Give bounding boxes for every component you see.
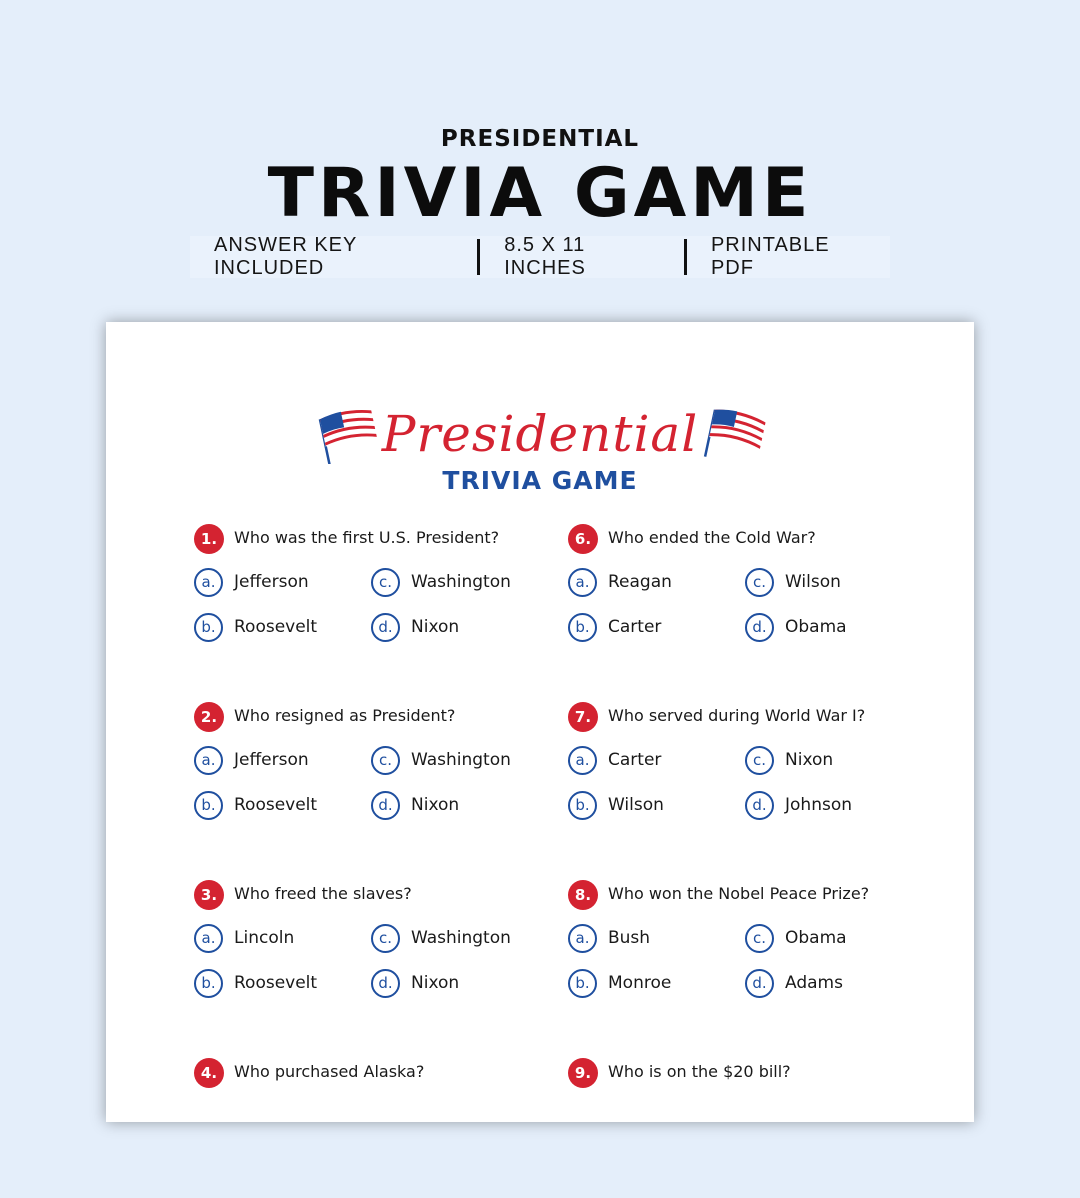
- option-letter: d.: [745, 613, 774, 642]
- question-block: [568, 880, 928, 1020]
- option-text: Roosevelt: [234, 973, 318, 993]
- question-number: 1.: [194, 524, 224, 554]
- option-text: Nixon: [785, 750, 834, 770]
- question-block: [568, 524, 928, 664]
- option-letter: b.: [194, 969, 223, 998]
- answer-option: [568, 969, 738, 999]
- option-letter: d.: [371, 791, 400, 820]
- answer-option: [194, 969, 364, 999]
- question-block: [568, 1058, 928, 1198]
- question-text: Who purchased Alaska?: [234, 1062, 425, 1081]
- option-text: Roosevelt: [234, 795, 318, 815]
- option-text: Jefferson: [234, 572, 309, 592]
- option-text: Adams: [785, 973, 843, 993]
- option-text: Nixon: [411, 795, 460, 815]
- answer-option: [371, 791, 541, 821]
- option-letter: a.: [194, 924, 223, 953]
- question-block: [194, 1058, 554, 1198]
- question-number: 3.: [194, 880, 224, 910]
- answer-option: [371, 924, 541, 954]
- question-number: 2.: [194, 702, 224, 732]
- option-letter: a.: [194, 568, 223, 597]
- option-text: Nixon: [411, 617, 460, 637]
- option-letter: b.: [194, 613, 223, 642]
- question-number: 9.: [568, 1058, 598, 1088]
- option-text: Obama: [785, 928, 847, 948]
- option-text: Jefferson: [234, 750, 309, 770]
- option-text: Johnson: [785, 795, 852, 815]
- answer-option: [194, 568, 364, 598]
- question-text: Who freed the slaves?: [234, 884, 412, 903]
- option-text: Wilson: [785, 572, 841, 592]
- question-block: [194, 880, 554, 1020]
- question-text: Who resigned as President?: [234, 706, 456, 725]
- question-number: 7.: [568, 702, 598, 732]
- answer-option: [745, 613, 915, 643]
- answer-option: [745, 746, 915, 776]
- option-letter: c.: [745, 746, 774, 775]
- option-text: Carter: [608, 750, 662, 770]
- option-letter: a.: [194, 746, 223, 775]
- option-text: Reagan: [608, 572, 672, 592]
- option-letter: b.: [568, 613, 597, 642]
- answer-option: [568, 924, 738, 954]
- question-number: 6.: [568, 524, 598, 554]
- info-bar: [190, 236, 890, 278]
- option-letter: c.: [745, 924, 774, 953]
- question-text: Who served during World War I?: [608, 706, 866, 725]
- option-text: Roosevelt: [234, 617, 318, 637]
- question-number: 4.: [194, 1058, 224, 1088]
- answer-option: [194, 924, 364, 954]
- answer-option: [745, 791, 915, 821]
- answer-option: [568, 568, 738, 598]
- option-text: Washington: [411, 928, 511, 948]
- question-text: Who ended the Cold War?: [608, 528, 816, 547]
- option-text: Bush: [608, 928, 651, 948]
- answer-option: [371, 568, 541, 598]
- question-text: Who won the Nobel Peace Prize?: [608, 884, 870, 903]
- answer-option: [194, 746, 364, 776]
- question-block: [194, 524, 554, 664]
- answer-option: [194, 791, 364, 821]
- answer-option: [745, 969, 915, 999]
- option-text: Lincoln: [234, 928, 295, 948]
- answer-option: [745, 568, 915, 598]
- question-number: 8.: [568, 880, 598, 910]
- option-text: Washington: [411, 572, 511, 592]
- answer-option: [568, 613, 738, 643]
- answer-option: [371, 746, 541, 776]
- option-text: Wilson: [608, 795, 664, 815]
- info-answer-key: ANSWER KEY INCLUDED: [214, 234, 357, 279]
- answer-option: [371, 969, 541, 999]
- answer-option: [371, 613, 541, 643]
- option-letter: a.: [568, 924, 597, 953]
- question-block: [194, 702, 554, 842]
- worksheet-preview: [106, 322, 974, 1122]
- option-text: Monroe: [608, 973, 672, 993]
- option-letter: c.: [371, 746, 400, 775]
- sheet-title: Presidential: [381, 405, 699, 463]
- option-letter: d.: [745, 969, 774, 998]
- header-title: TRIVIA GAME: [267, 154, 813, 233]
- answer-option: [194, 613, 364, 643]
- option-letter: d.: [745, 791, 774, 820]
- answer-option: [568, 746, 738, 776]
- option-letter: c.: [371, 924, 400, 953]
- answer-option: [568, 791, 738, 821]
- sheet-subtitle: TRIVIA GAME: [442, 466, 638, 495]
- option-text: Washington: [411, 750, 511, 770]
- option-letter: d.: [371, 969, 400, 998]
- option-text: Carter: [608, 617, 662, 637]
- info-format: PRINTABLE PDF: [710, 234, 830, 279]
- option-letter: c.: [371, 568, 400, 597]
- option-letter: c.: [745, 568, 774, 597]
- answer-option: [745, 924, 915, 954]
- option-text: Nixon: [411, 973, 460, 993]
- option-letter: d.: [371, 613, 400, 642]
- option-letter: a.: [568, 568, 597, 597]
- option-letter: b.: [568, 791, 597, 820]
- option-letter: b.: [194, 791, 223, 820]
- question-block: [568, 702, 928, 842]
- header-eyebrow: PRESIDENTIAL: [440, 126, 640, 152]
- option-letter: b.: [568, 969, 597, 998]
- option-letter: a.: [568, 746, 597, 775]
- option-text: Obama: [785, 617, 847, 637]
- question-text: Who was the first U.S. President?: [234, 528, 500, 547]
- question-text: Who is on the $20 bill?: [608, 1062, 791, 1081]
- info-size: 8.5 X 11 INCHES: [504, 234, 586, 279]
